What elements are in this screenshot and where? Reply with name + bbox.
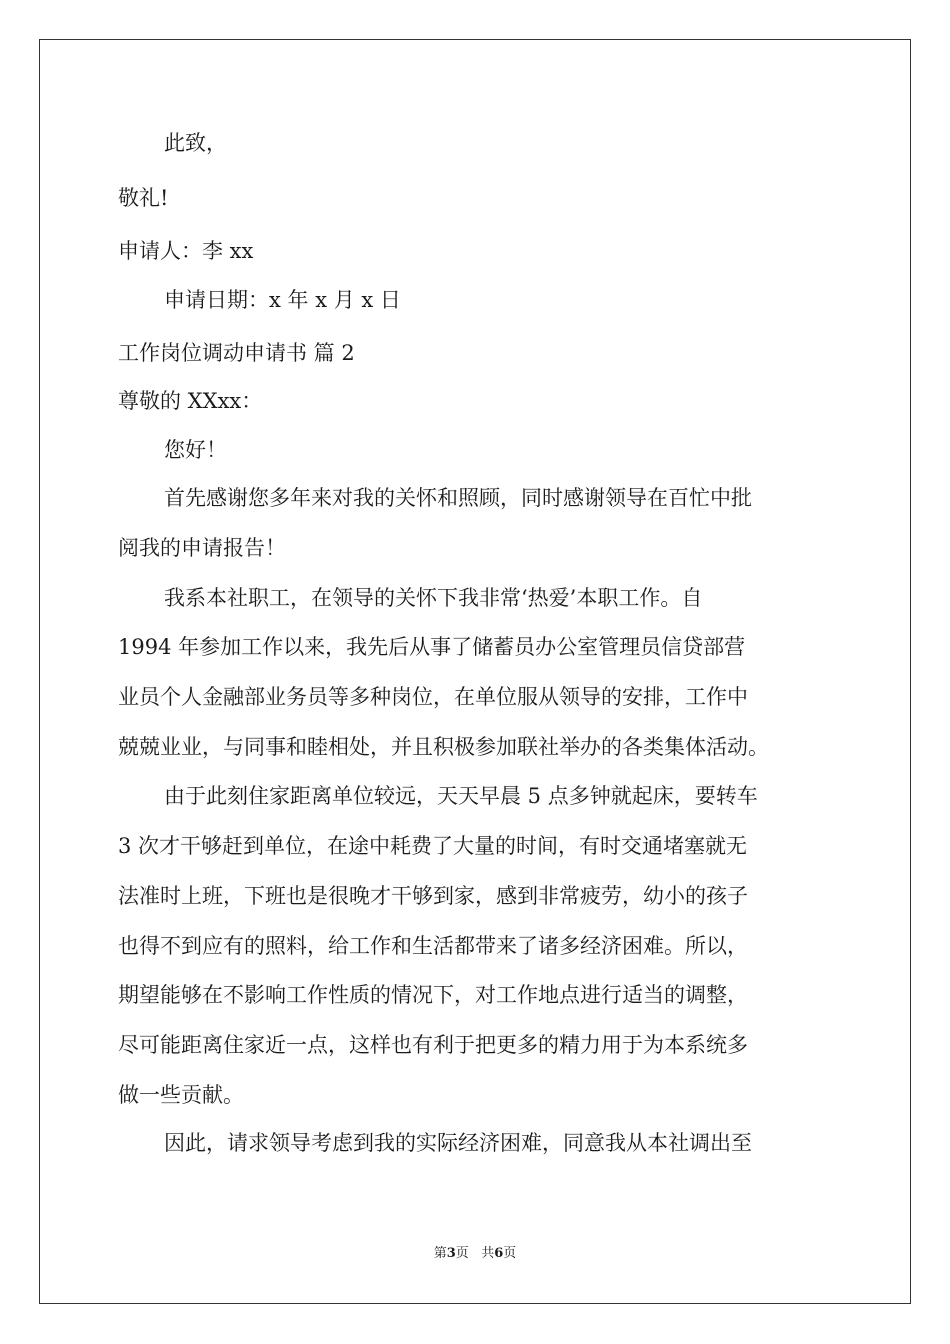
document-line: 兢兢业业，与同事和睦相处，并且积极参加联社举办的各类集体活动。 [118, 735, 769, 759]
total-suffix: 页 [503, 1246, 517, 1261]
document-line: 做一些贡献。 [118, 1083, 244, 1107]
document-line: 首先感谢您多年来对我的关怀和照顾，同时感谢领导在百忙中批 [164, 486, 752, 510]
page-suffix: 页 [455, 1246, 469, 1261]
document-line: 由于此刻住家距离单位较远，天天早晨 5 点多钟就起床，要转车 [164, 784, 758, 808]
document-line: 尽可能距离住家近一点，这样也有利于把更多的精力用于为本系统多 [118, 1033, 748, 1057]
document-line: 敬礼! [118, 186, 169, 210]
total-pages: 6 [494, 1246, 504, 1261]
document-line: 工作岗位调动申请书 篇 2 [118, 341, 355, 365]
document-line: 申请人：李 xx [118, 239, 254, 263]
document-line: 3 次才干够赶到单位，在途中耗费了大量的时间，有时交通堵塞就无 [118, 834, 748, 858]
total-prefix: 共 [481, 1246, 495, 1261]
document-line: 申请日期：x 年 x 月 x 日 [164, 288, 401, 312]
page-number: 3 [446, 1246, 456, 1261]
document-line: 此致， [164, 131, 227, 155]
page-prefix: 第 [433, 1246, 447, 1261]
document-line: 期望能够在不影响工作性质的情况下，对工作地点进行适当的调整， [118, 983, 748, 1007]
document-line: 法准时上班，下班也是很晚才干够到家，感到非常疲劳，幼小的孩子 [118, 884, 748, 908]
document-line: 业员个人金融部业务员等多种岗位，在单位服从领导的安排，工作中 [118, 685, 748, 709]
document-line: 尊敬的 XXxx： [118, 389, 263, 413]
page-frame [39, 39, 911, 1304]
document-line: 也得不到应有的照料，给工作和生活都带来了诸多经济困难。所以， [118, 934, 748, 958]
document-line: 1994 年参加工作以来，我先后从事了储蓄员办公室管理员信贷部营 [118, 635, 746, 659]
document-line: 我系本社职工，在领导的关怀下我非常‘热爱’本职工作。自 [164, 586, 703, 610]
page-footer [0, 1245, 950, 1263]
document-line: 您好！ [164, 438, 227, 462]
document-line: 阅我的申请报告！ [118, 536, 286, 560]
document-line: 因此，请求领导考虑到我的实际经济困难，同意我从本社调出至 [164, 1131, 752, 1155]
